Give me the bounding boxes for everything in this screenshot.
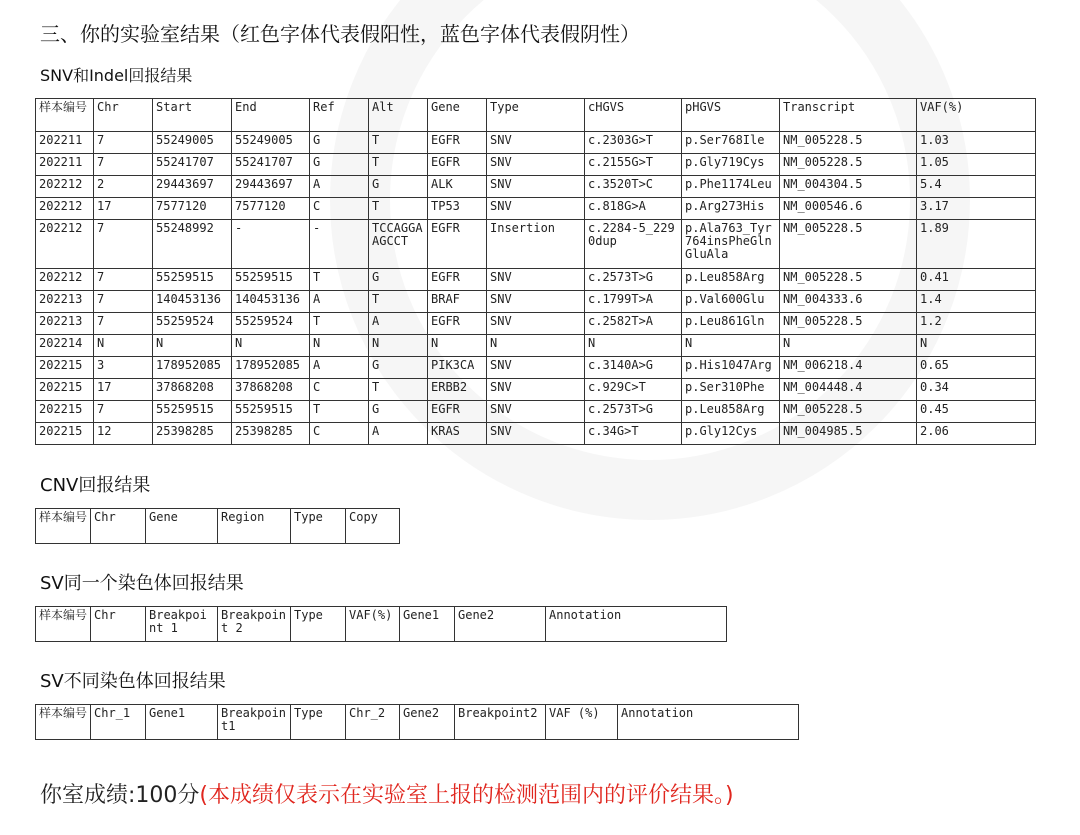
col-header: 样本编号 (36, 607, 91, 642)
snv-table (35, 98, 1036, 445)
col-header: Gene (146, 509, 218, 544)
table-cell: NM_005228.5 (780, 313, 917, 335)
table-cell: T (369, 132, 428, 154)
table-cell: T (369, 291, 428, 313)
table-cell: 7577120 (153, 198, 232, 220)
table-cell: p.His1047Arg (682, 357, 780, 379)
col-header: Type (291, 509, 346, 544)
table-cell: N (780, 335, 917, 357)
table-cell: 0.41 (917, 269, 1036, 291)
col-header: Alt (369, 99, 428, 132)
table-cell: NM_005228.5 (780, 269, 917, 291)
col-header: Gene2 (400, 705, 455, 740)
table-cell: EGFR (428, 220, 487, 269)
table-cell: KRAS (428, 423, 487, 445)
table-cell: 7577120 (232, 198, 310, 220)
table-cell: NM_005228.5 (780, 401, 917, 423)
table-cell: SNV (487, 132, 585, 154)
col-header: Type (291, 705, 346, 740)
table-cell: 55249005 (232, 132, 310, 154)
table-cell: 5.4 (917, 176, 1036, 198)
table-cell: N (369, 335, 428, 357)
table-cell: 2 (94, 176, 153, 198)
col-header: Breakpoint2 (455, 705, 546, 740)
table-cell: A (369, 313, 428, 335)
table-cell: 7 (94, 401, 153, 423)
table-cell: 55259515 (153, 401, 232, 423)
table-cell: SNV (487, 269, 585, 291)
table-cell: SNV (487, 291, 585, 313)
table-cell: ALK (428, 176, 487, 198)
sv-diff-table (35, 704, 799, 740)
table-cell: 55259515 (153, 269, 232, 291)
table-cell: c.2155G>T (585, 154, 682, 176)
table-cell: 55259524 (232, 313, 310, 335)
table-cell: T (369, 198, 428, 220)
table-cell: NM_004985.5 (780, 423, 917, 445)
table-cell: NM_006218.4 (780, 357, 917, 379)
table-row (36, 132, 1036, 154)
table-row (36, 269, 1036, 291)
table-cell: 140453136 (153, 291, 232, 313)
table-cell: 55241707 (153, 154, 232, 176)
table-cell: N (153, 335, 232, 357)
table-row (36, 401, 1036, 423)
table-cell: 2.06 (917, 423, 1036, 445)
table-cell: p.Gly719Cys (682, 154, 780, 176)
table-row (36, 335, 1036, 357)
table-cell: c.929C>T (585, 379, 682, 401)
col-header: VAF(%) (346, 607, 400, 642)
table-cell: N (585, 335, 682, 357)
table-cell: c.2303G>T (585, 132, 682, 154)
table-cell: p.Leu858Arg (682, 401, 780, 423)
col-header: Chr (91, 509, 146, 544)
table-cell: 55259515 (232, 269, 310, 291)
table-cell: c.34G>T (585, 423, 682, 445)
table-cell: G (310, 132, 369, 154)
sv-same-title: SV同一个染色体回报结果 (40, 573, 244, 594)
col-header: Region (218, 509, 291, 544)
table-cell: p.Phe1174Leu (682, 176, 780, 198)
table-cell: 7 (94, 132, 153, 154)
col-header: cHGVS (585, 99, 682, 132)
table-cell: NM_005228.5 (780, 132, 917, 154)
table-cell: G (369, 401, 428, 423)
score-footer (40, 778, 734, 809)
table-cell: 55241707 (232, 154, 310, 176)
sv-same-table (35, 606, 727, 642)
score-note: (本成绩仅表示在实验室上报的检测范围内的评价结果。) (199, 783, 734, 808)
table-cell: PIK3CA (428, 357, 487, 379)
table-cell: p.Arg273His (682, 198, 780, 220)
table-cell: N (917, 335, 1036, 357)
table-cell: c.2573T>G (585, 269, 682, 291)
cnv-table (35, 508, 400, 544)
table-cell: N (487, 335, 585, 357)
table-cell: 12 (94, 423, 153, 445)
col-header: 样本编号 (36, 99, 94, 132)
table-cell: 1.05 (917, 154, 1036, 176)
table-cell: 140453136 (232, 291, 310, 313)
table-cell: BRAF (428, 291, 487, 313)
table-row (36, 291, 1036, 313)
col-header: Chr_1 (91, 705, 146, 740)
table-cell: 1.03 (917, 132, 1036, 154)
col-header: Copy (346, 509, 400, 544)
cnv-header-row (36, 509, 400, 544)
table-cell: EGFR (428, 132, 487, 154)
col-header: End (232, 99, 310, 132)
table-cell: 202212 (36, 220, 94, 269)
col-header: Gene (428, 99, 487, 132)
table-cell: p.Leu858Arg (682, 269, 780, 291)
table-cell: NM_000546.6 (780, 198, 917, 220)
table-cell: 178952085 (232, 357, 310, 379)
col-header: Breakpoint1 (218, 705, 291, 740)
col-header: Type (487, 99, 585, 132)
col-header: 样本编号 (36, 705, 91, 740)
table-cell: 55259524 (153, 313, 232, 335)
table-cell: C (310, 423, 369, 445)
col-header: Transcript (780, 99, 917, 132)
col-header: Chr (91, 607, 146, 642)
table-cell: 17 (94, 198, 153, 220)
table-cell: - (232, 220, 310, 269)
table-cell: NM_005228.5 (780, 154, 917, 176)
table-cell: SNV (487, 154, 585, 176)
table-cell: 25398285 (153, 423, 232, 445)
table-cell: Insertion (487, 220, 585, 269)
table-cell: SNV (487, 198, 585, 220)
table-cell: G (369, 269, 428, 291)
table-cell: 1.2 (917, 313, 1036, 335)
table-cell: 37868208 (232, 379, 310, 401)
score-text: 你室成绩:100分 (40, 783, 200, 808)
table-row (36, 220, 1036, 269)
table-row (36, 313, 1036, 335)
table-cell: 202211 (36, 154, 94, 176)
table-cell: 7 (94, 269, 153, 291)
table-cell: ERBB2 (428, 379, 487, 401)
table-cell: EGFR (428, 401, 487, 423)
table-cell: N (310, 335, 369, 357)
table-cell: 17 (94, 379, 153, 401)
table-row (36, 423, 1036, 445)
table-cell: A (310, 291, 369, 313)
table-cell: 0.45 (917, 401, 1036, 423)
table-cell: c.818G>A (585, 198, 682, 220)
table-cell: 202212 (36, 269, 94, 291)
table-cell: 3.17 (917, 198, 1036, 220)
table-cell: 202211 (36, 132, 94, 154)
table-cell: 178952085 (153, 357, 232, 379)
table-cell: NM_004333.6 (780, 291, 917, 313)
table-cell: EGFR (428, 269, 487, 291)
table-cell: p.Ser310Phe (682, 379, 780, 401)
col-header: Gene2 (455, 607, 546, 642)
snv-header-row (36, 99, 1036, 132)
table-cell: 37868208 (153, 379, 232, 401)
table-cell: G (369, 357, 428, 379)
table-cell: TCCAGGAAGCCT (369, 220, 428, 269)
col-header: Ref (310, 99, 369, 132)
table-cell: G (310, 154, 369, 176)
table-cell: SNV (487, 379, 585, 401)
table-cell: N (94, 335, 153, 357)
col-header: Start (153, 99, 232, 132)
table-cell: p.Val600Glu (682, 291, 780, 313)
table-cell: 7 (94, 154, 153, 176)
table-cell: 55249005 (153, 132, 232, 154)
table-row (36, 154, 1036, 176)
col-header: Chr_2 (346, 705, 400, 740)
col-header: 样本编号 (36, 509, 91, 544)
table-cell: c.2573T>G (585, 401, 682, 423)
table-cell: SNV (487, 313, 585, 335)
table-cell: 7 (94, 313, 153, 335)
table-cell: SNV (487, 357, 585, 379)
table-cell: C (310, 379, 369, 401)
table-cell: G (369, 176, 428, 198)
table-cell: c.2284-5_2290dup (585, 220, 682, 269)
table-cell: 1.89 (917, 220, 1036, 269)
col-header: Chr (94, 99, 153, 132)
table-cell: NM_005228.5 (780, 220, 917, 269)
table-cell: C (310, 198, 369, 220)
table-cell: 7 (94, 291, 153, 313)
table-cell: T (310, 401, 369, 423)
table-cell: 29443697 (153, 176, 232, 198)
col-header: Breakpoint 2 (218, 607, 291, 642)
sv-diff-header-row (36, 705, 799, 740)
col-header: Annotation (618, 705, 799, 740)
table-cell: 3 (94, 357, 153, 379)
sv-diff-title: SV不同染色体回报结果 (40, 671, 226, 692)
table-cell: N (428, 335, 487, 357)
table-cell: T (310, 313, 369, 335)
table-cell: p.Ser768Ile (682, 132, 780, 154)
table-cell: - (310, 220, 369, 269)
col-header: Type (291, 607, 346, 642)
table-cell: EGFR (428, 154, 487, 176)
table-cell: 1.4 (917, 291, 1036, 313)
table-cell: 202214 (36, 335, 94, 357)
table-cell: c.3140A>G (585, 357, 682, 379)
col-header: Annotation (546, 607, 727, 642)
table-cell: c.2582T>A (585, 313, 682, 335)
table-cell: 7 (94, 220, 153, 269)
col-header: VAF(%) (917, 99, 1036, 132)
table-cell: 202215 (36, 379, 94, 401)
col-header: pHGVS (682, 99, 780, 132)
table-cell: 55259515 (232, 401, 310, 423)
col-header: Gene1 (146, 705, 218, 740)
table-cell: SNV (487, 423, 585, 445)
table-row (36, 357, 1036, 379)
table-cell: 55248992 (153, 220, 232, 269)
table-cell: N (682, 335, 780, 357)
col-header: Gene1 (400, 607, 455, 642)
table-cell: 202212 (36, 176, 94, 198)
table-cell: 29443697 (232, 176, 310, 198)
table-cell: 202215 (36, 401, 94, 423)
table-cell: NM_004304.5 (780, 176, 917, 198)
table-cell: c.1799T>A (585, 291, 682, 313)
table-cell: 202215 (36, 357, 94, 379)
table-cell: SNV (487, 401, 585, 423)
table-cell: A (369, 423, 428, 445)
table-cell: NM_004448.4 (780, 379, 917, 401)
table-cell: T (369, 154, 428, 176)
table-cell: EGFR (428, 313, 487, 335)
table-cell: TP53 (428, 198, 487, 220)
table-cell: p.Leu861Gln (682, 313, 780, 335)
sv-same-header-row (36, 607, 727, 642)
table-cell: 202215 (36, 423, 94, 445)
table-row (36, 176, 1036, 198)
table-cell: p.Gly12Cys (682, 423, 780, 445)
table-row (36, 198, 1036, 220)
col-header: VAF (%) (546, 705, 618, 740)
table-cell: c.3520T>C (585, 176, 682, 198)
table-cell: 202212 (36, 198, 94, 220)
table-row (36, 379, 1036, 401)
table-cell: p.Ala763_Tyr764insPheGlnGluAla (682, 220, 780, 269)
table-cell: N (232, 335, 310, 357)
table-cell: 25398285 (232, 423, 310, 445)
table-cell: 0.65 (917, 357, 1036, 379)
table-cell: 0.34 (917, 379, 1036, 401)
col-header: Breakpoint 1 (146, 607, 218, 642)
table-cell: A (310, 357, 369, 379)
table-cell: A (310, 176, 369, 198)
snv-title: SNV和Indel回报结果 (40, 66, 193, 85)
cnv-title: CNV回报结果 (40, 475, 151, 496)
table-cell: 202213 (36, 313, 94, 335)
section-title: 三、你的实验室结果（红色字体代表假阳性，蓝色字体代表假阴性） (40, 22, 640, 46)
table-cell: 202213 (36, 291, 94, 313)
table-cell: T (369, 379, 428, 401)
table-cell: SNV (487, 176, 585, 198)
table-cell: T (310, 269, 369, 291)
